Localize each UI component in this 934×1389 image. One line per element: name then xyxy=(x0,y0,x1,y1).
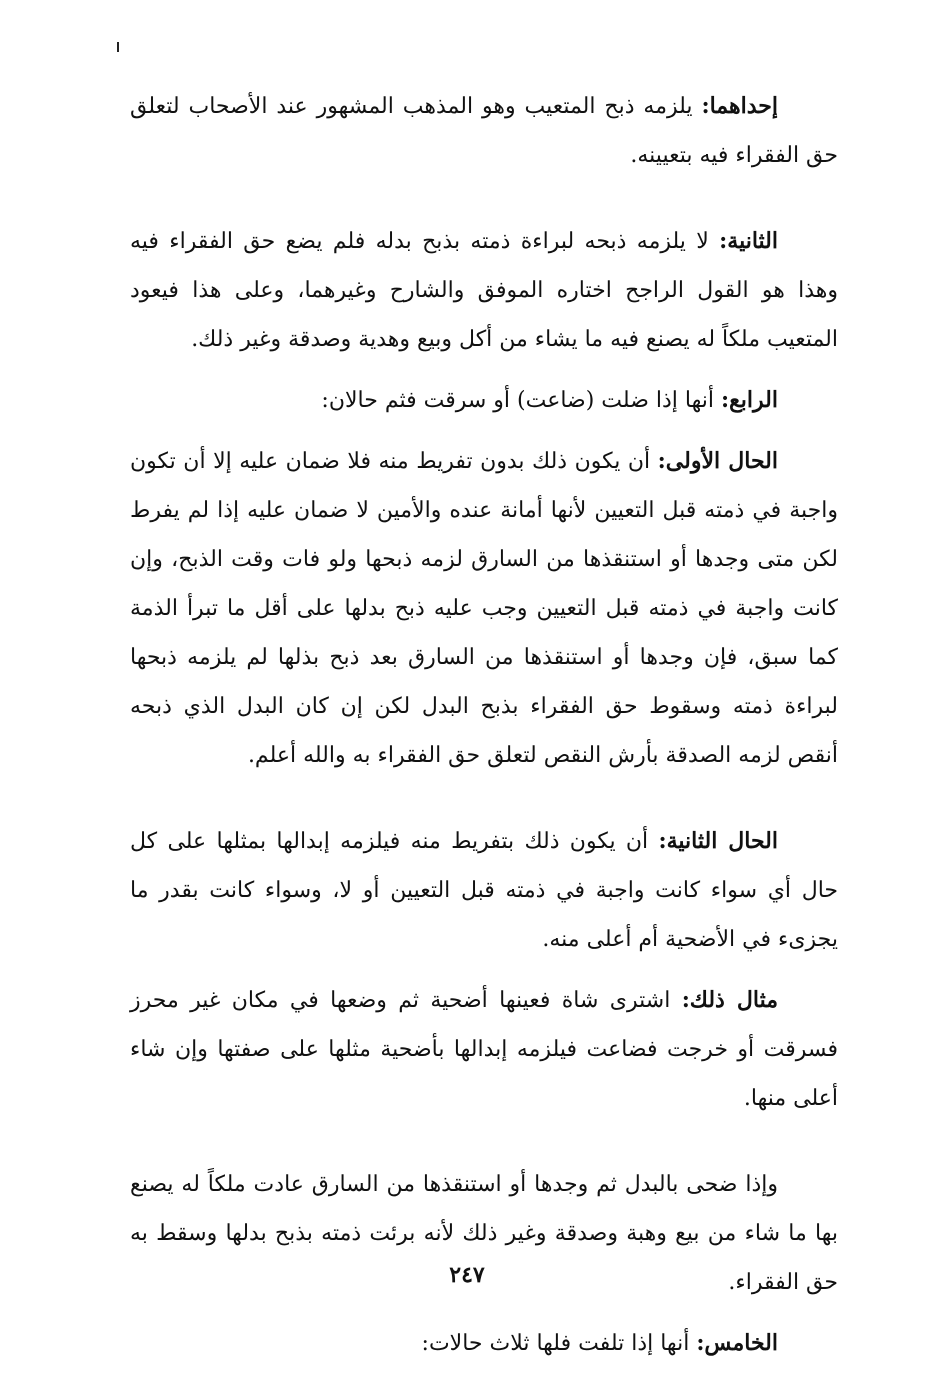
paragraph-fourth-case xyxy=(130,376,838,425)
paragraph-text: يلزمه ذبح المتعيب وهو المذهب المشهور عند الأصحاب لتعلق حق الفقراء فيه بتعيينه. xyxy=(130,94,838,168)
paragraph-text: وإذا ضحى بالبدل ثم وجدها أو استنقذها من السارق عادت ملكاً له يصنع بها ما شاء من بيع وهبة وصدقة وغير ذلك لأنه برئت ذمته بذبح بدلها وسقط به حق الفقراء. xyxy=(130,1172,838,1295)
paragraph-term: الرابع: xyxy=(720,387,778,413)
paragraph-example xyxy=(130,976,838,1123)
paragraph-text: أن يكون ذلك بدون تفريط منه فلا ضمان عليه إلا أن تكون واجبة في ذمته قبل التعيين لأنها أمانة عنده والأمين لا ضمان عليه إذا لم يفرط لكن متى وجدها أو استنقذها من السارق لزمه ذبحها ولو فات وقت الذبح، وإن كانت واجبة في ذمته قبل التعيين وجب عليه ذبح بدلها على أقل ما تبرأ الذمة كما سبق، فإن وجدها أو استنقذها من السارق بعد ذبح بذلها لم يلزمه ذبحها لبراءة ذمته وسقوط حق الفقراء بذبح البدل لكن إن كان البدل الذي ذبحه أنقص لزمه الصدقة بأرش النقص لتعلق حق الفقراء به والله أعلم. xyxy=(130,449,838,768)
paragraph-term: الخامس: xyxy=(696,1330,778,1356)
page-margin-mark xyxy=(117,42,119,52)
paragraph-term: إحداهما: xyxy=(701,93,778,119)
paragraph-fifth-case xyxy=(130,1319,838,1368)
paragraph-first-opinion xyxy=(130,82,838,180)
paragraph-second-state xyxy=(130,817,838,964)
paragraph-text: أنها إذا تلفت فلها ثلاث حالات: xyxy=(421,1331,697,1356)
paragraph-term: الحال الثانية: xyxy=(658,828,778,854)
paragraph-text: اشترى شاة فعينها أضحية ثم وضعها في مكان غير محرز فسرقت أو خرجت فضاعت فيلزمه إبدالها بأضحية مثلها على صفتها وإن شاء أعلى منها. xyxy=(130,988,838,1111)
paragraph-text: لا يلزمه ذبحه لبراءة ذمته بذبح بدله فلم يضع حق الفقراء فيه وهذا هو القول الراجح اختاره الموفق والشارح وغيرهما، وعلى هذا فيعود المتعيب ملكاً له يصنع فيه ما يشاء من أكل وبيع وهدية وصدقة وغير ذلك. xyxy=(130,229,838,352)
paragraph-second-opinion xyxy=(130,217,838,364)
page-number: ٢٤٧ xyxy=(449,1262,485,1288)
paragraph-first-state xyxy=(130,437,838,780)
page-body xyxy=(130,82,838,1368)
paragraph-text: أنها إذا ضلت (ضاعت) أو سرقت فثم حالان: xyxy=(321,388,721,413)
paragraph-text: أن يكون ذلك بتفريط منه فيلزمه إبدالها بمثلها على كل حال أي سواء كانت واجبة في ذمته قبل التعيين أو لا، وسواء كانت بقدر ما يجزىء في الأضحية أم أعلى منه. xyxy=(130,829,838,952)
paragraph-term: مثال ذلك: xyxy=(681,987,778,1013)
paragraph-term: الحال الأولى: xyxy=(657,448,778,474)
paragraph-term: الثانية: xyxy=(719,228,778,254)
